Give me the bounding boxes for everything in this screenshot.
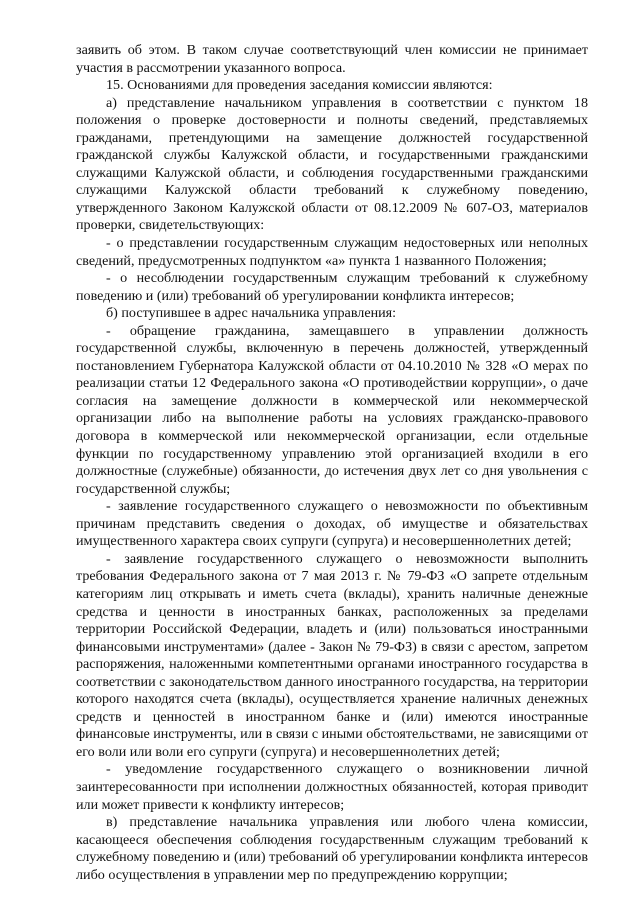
document-page	[76, 42, 588, 884]
paragraph-subclause-b: б) поступившее в адрес начальника управления:	[106, 305, 397, 322]
paragraph-item-inaccurate-info: - о представлении государственным служащим недостоверных или неполных сведений, предусмотренных подпунктом «а» пункта 1 названного Положения;	[76, 235, 588, 269]
paragraph-item-income-statement: - заявление государственного служащего о невозможности по объективным причинам представить сведения о доходах, об имуществе и обязательствах имущественного характера своих супруги (супруга) и несовершеннолетних детей;	[76, 498, 588, 550]
paragraph-subclause-a: а) представление начальником управления в соответствии с пунктом 18 положения о проверке достоверности и полноты сведений, представляемых гражданами, претендующими на замещение должностей государственной гражданской службы Калужской области, и государственными гражданскими служащими Калужской области, и соблюдения государственными гражданскими служащими Калужской области требований к служебному поведению, утвержденного Законом Калужской области от 08.12.2009 № 607-ОЗ, материалов проверки, свидетельствующих:	[76, 94, 588, 234]
paragraph-item-foreign-accounts: - заявление государственного служащего о невозможности выполнить требования Федерального закона от 7 мая 2013 г. № 79-ФЗ «О запрете отдельным категориям лиц открывать и иметь счета (вклады), хранить наличные денежные средства и ценности в иностранных банках, расположенных за пределами территории Российской Федерации, владеть и (или) пользоваться иностранными финансовыми инструментами» (далее - Закон № 79-ФЗ) в связи с арестом, запретом распоряжения, наложенными компетентными органами иностранного государства в соответствии с законодательством данного иностранного государства, на территории которого находятся счета (вклады), осуществляется хранение наличных денежных средств и ценностей в иностранном банке и (или) имеются иностранные финансовые инструменты, или в связи с иными обстоятельствами, не зависящими от его воли или воли его супруги (супруга) и несовершеннолетних детей;	[76, 550, 588, 760]
paragraph-item-noncompliance: - о несоблюдении государственным служащим требований к служебному поведению и (или) требований об урегулировании конфликта интересов;	[76, 270, 588, 304]
paragraph-subclause-v: в) представление начальника управления или любого члена комиссии, касающееся обеспечения соблюдения государственным служащим требований к служебному поведению и (или) требований об урегулировании конфликта интересов либо осуществления в управлении мер по предупреждению коррупции;	[76, 814, 588, 883]
paragraph-item-citizen-appeal: - обращение гражданина, замещавшего в управлении должность государственной службы, включенную в перечень должностей, утвержденный постановлением Губернатора Калужской области от 04.10.2010 № 328 «О мерах по реализации статьи 12 Федерального закона «О противодействии коррупции», о даче согласия на замещение должности в коммерческой или некоммерческой организации либо на выполнение работы на условиях гражданско-правового договора в коммерческой или некоммерческой организации, если отдельные функции по государственному управлению этой организацией входили в его должностные (служебные) обязанности, до истечения двух лет со дня увольнения с государственной службы;	[76, 322, 588, 497]
paragraph-continuation: заявить об этом. В таком случае соответствующий член комиссии не принимает участия в рассмотрении указанного вопроса.	[76, 42, 588, 76]
paragraph-item-conflict-notice: - уведомление государственного служащего о возникновении личной заинтересованности при исполнении должностных обязанностей, которая приводит или может привести к конфликту интересов;	[76, 761, 588, 813]
paragraph-clause-15-heading: 15. Основаниями для проведения заседания комиссии являются:	[106, 77, 493, 94]
